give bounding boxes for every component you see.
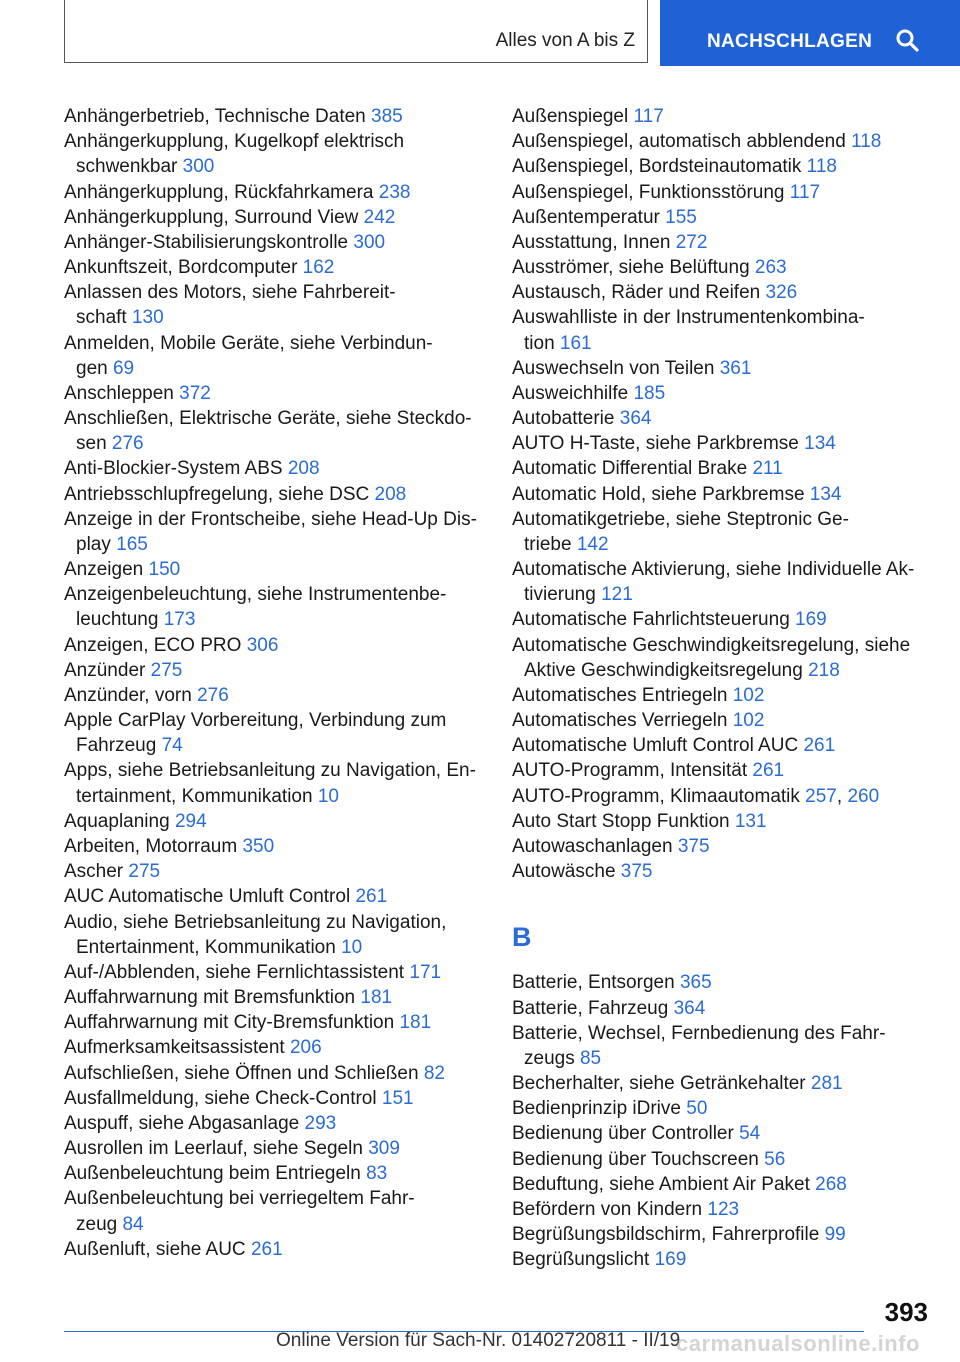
index-entry xyxy=(512,1121,932,1146)
index-entry xyxy=(64,1161,484,1186)
index-entry xyxy=(512,1071,932,1096)
index-entry-term: Anschleppen xyxy=(64,382,174,404)
index-entry-term: Bedienprinzip iDrive xyxy=(512,1098,681,1120)
index-entry-term: Anzeigen xyxy=(64,559,144,581)
index-entry-term: Außenbeleuchtung bei verriegeltem Fahr- zeug xyxy=(64,1188,415,1235)
index-entry xyxy=(64,331,484,381)
index-entry xyxy=(64,1186,484,1236)
page-reference-link[interactable]: 268 xyxy=(815,1173,847,1195)
index-entry-term: Anzeigen, ECO PRO xyxy=(64,634,242,656)
index-entry xyxy=(64,683,484,708)
index-entry xyxy=(64,1061,484,1086)
index-entry xyxy=(512,305,932,355)
index-entry-term: Anlassen des Motors, siehe Fahrbereit- schaft xyxy=(64,282,396,329)
page-reference-link[interactable]: 364 xyxy=(673,997,706,1019)
page-reference-link[interactable]: 161 xyxy=(559,332,592,354)
index-entry-term: Automatische Aktivierung, siehe Individuelle Ak- tivierung xyxy=(512,559,915,606)
index-entry-term: Auto Start Stopp Funktion xyxy=(512,810,730,832)
index-entry-term: Außentemperatur xyxy=(512,206,660,228)
page-reference-link[interactable]: 84 xyxy=(122,1213,144,1235)
nav-label: NACHSCHLAGEN xyxy=(707,31,873,52)
index-entry xyxy=(512,482,932,507)
watermark: carmanualsonline.info xyxy=(676,1331,920,1356)
page-reference-link[interactable]: 165 xyxy=(116,533,148,555)
page-reference-link[interactable]: 169 xyxy=(654,1249,687,1271)
page-reference-link[interactable]: 361 xyxy=(719,357,752,379)
index-entry xyxy=(64,1035,484,1060)
index-entry-term: Anmelden, Mobile Geräte, siehe Verbindun- gen xyxy=(64,332,433,379)
page-reference-link[interactable]: 375 xyxy=(620,861,653,883)
page-reference-link[interactable]: 162 xyxy=(302,257,335,279)
index-entry xyxy=(64,633,484,658)
index-column-right xyxy=(512,104,932,1272)
index-letter-heading: B xyxy=(512,922,532,953)
index-entry xyxy=(64,1136,484,1161)
index-entry xyxy=(512,1172,932,1197)
page-reference-link[interactable]: 117 xyxy=(633,106,664,127)
index-entry-term: Ausfallmeldung, siehe Check-Control xyxy=(64,1087,377,1109)
page-reference-link[interactable]: 272 xyxy=(675,231,708,253)
page-reference-link[interactable]: 56 xyxy=(764,1148,786,1170)
index-entry-term: Auspuff, siehe Abgasanlage xyxy=(64,1112,300,1134)
index-entry xyxy=(512,255,932,280)
nachschlagen-nav-button[interactable] xyxy=(660,0,960,66)
page-reference-link[interactable]: 181 xyxy=(399,1012,432,1034)
index-entry-term: Autowäsche xyxy=(512,861,616,883)
page-reference-link[interactable]: 121 xyxy=(601,584,633,606)
index-entry xyxy=(512,154,932,179)
index-entry-term: AUTO-Programm, Intensität xyxy=(512,760,748,782)
index-entry xyxy=(512,356,932,381)
page-reference-link[interactable]: 10 xyxy=(317,785,339,807)
index-entry-term: Apple CarPlay Vorbereitung, Verbindung zum Fahrzeug xyxy=(64,710,447,757)
index-entry xyxy=(512,1147,932,1172)
index-entry xyxy=(64,482,484,507)
page-reference-link[interactable]: 74 xyxy=(161,735,183,757)
index-entry xyxy=(64,1237,484,1262)
page-reference-link[interactable]: 275 xyxy=(128,861,161,883)
index-entry xyxy=(64,381,484,406)
index-entry-term: Auswahlliste in der Instrumentenkombina- tion xyxy=(512,307,865,354)
page-reference-link[interactable]: 218 xyxy=(808,659,840,681)
index-entry-term: Befördern von Kindern xyxy=(512,1198,703,1220)
index-entry-term: Außenspiegel, Funktionsstörung xyxy=(512,181,785,203)
index-entry-term: Bedienung über Touchscreen xyxy=(512,1148,759,1170)
index-entry xyxy=(64,180,484,205)
index-entry xyxy=(64,859,484,884)
index-entry xyxy=(512,205,932,230)
page-reference-link[interactable]: 242 xyxy=(363,206,396,228)
index-entry-term: Aquaplaning xyxy=(64,810,170,832)
page-reference-link[interactable]: 102 xyxy=(732,710,765,732)
page-reference-link[interactable]: 69 xyxy=(112,357,135,379)
index-entry xyxy=(512,607,932,632)
index-entry xyxy=(512,129,932,154)
index-entry-term: AUTO-Programm, Klimaautomatik xyxy=(512,785,800,807)
index-entry-term: Außenluft, siehe AUC xyxy=(64,1238,246,1260)
index-entry-term: Anzeigenbeleuchtung, siehe Instrumentenbe- leuchtung xyxy=(64,584,447,631)
page-reference-link[interactable]: 364 xyxy=(619,408,652,430)
index-entry-term: Anhängerbetrieb, Technische Daten xyxy=(64,106,366,127)
index-entry-term: Automatikgetriebe, siehe Steptronic Ge- triebe xyxy=(512,508,849,555)
page-reference-link[interactable]: 10 xyxy=(341,936,363,958)
index-entry xyxy=(64,129,484,179)
page-reference-link[interactable]: 263 xyxy=(754,257,787,279)
page-reference-link[interactable]: 260 xyxy=(847,785,880,807)
index-entry-term: Antriebsschlupfregelung, siehe DSC xyxy=(64,483,370,505)
index-entry-term: Auffahrwarnung mit City-Bremsfunktion xyxy=(64,1012,395,1034)
index-entry xyxy=(64,406,484,456)
page-reference-link[interactable]: 275 xyxy=(150,659,183,681)
index-entry-term: Auf-/Abblenden, siehe Fernlichtassistent xyxy=(64,961,405,983)
index-entry xyxy=(64,582,484,632)
index-entry-term: Autobatterie xyxy=(512,408,615,430)
index-entry xyxy=(64,1111,484,1136)
index-entry-term: Anschließen, Elektrische Geräte, siehe Steckdo- sen xyxy=(64,408,472,455)
page-reference-link[interactable]: 385 xyxy=(371,106,403,127)
index-entry-term: Ankunftszeit, Bordcomputer xyxy=(64,257,298,279)
index-entry xyxy=(64,985,484,1010)
index-entry-term: Aufschließen, siehe Öffnen und Schließen xyxy=(64,1062,419,1084)
page-reference-link[interactable]: 211 xyxy=(752,458,783,480)
index-entry-term: Außenspiegel xyxy=(512,106,629,127)
index-entry xyxy=(512,406,932,431)
index-entry-term: Ausstattung, Innen xyxy=(512,231,671,253)
index-entry xyxy=(64,255,484,280)
index-entry xyxy=(512,557,932,607)
index-entry-term: Begrüßungsbildschirm, Fahrerprofile xyxy=(512,1224,820,1246)
page-reference-link[interactable]: 118 xyxy=(851,131,882,153)
page-reference-link[interactable]: 294 xyxy=(174,810,207,832)
index-column-left xyxy=(64,104,484,1262)
page-reference-link[interactable]: 309 xyxy=(368,1138,400,1160)
index-entry xyxy=(512,683,932,708)
index-entry xyxy=(512,104,932,129)
index-entry xyxy=(64,758,484,808)
index-entry: AUTO-Programm, Klimaautomatik 257, 260 xyxy=(512,785,880,807)
index-entry xyxy=(512,381,932,406)
index-entry-term: Anzünder, vorn xyxy=(64,684,192,706)
index-entry xyxy=(64,104,484,129)
page-reference-link[interactable]: 142 xyxy=(576,533,609,555)
page-reference-link[interactable]: 155 xyxy=(665,206,697,228)
index-entry-term: Aufmerksamkeitsassistent xyxy=(64,1037,285,1059)
index-entry xyxy=(64,1086,484,1111)
page-reference-link[interactable]: 281 xyxy=(810,1073,843,1095)
index-entry-term: Autowaschanlagen xyxy=(512,835,673,857)
page-reference-link[interactable]: 131 xyxy=(734,810,767,832)
index-entry xyxy=(512,970,932,995)
index-entry-term: Anzünder xyxy=(64,659,146,681)
index-entry-term: AUTO H-Taste, siehe Parkbremse xyxy=(512,433,799,455)
index-entry xyxy=(512,1096,932,1121)
page-reference-link[interactable]: 306 xyxy=(246,634,279,656)
page-reference-link[interactable]: 85 xyxy=(579,1047,602,1069)
search-icon xyxy=(895,28,919,52)
index-entry-term: Batterie, Wechsel, Fernbedienung des Fahr- zeugs xyxy=(512,1022,886,1069)
index-entry-term: Anhängerkupplung, Rückfahrkamera xyxy=(64,181,374,203)
section-title: Alles von A bis Z xyxy=(495,30,635,51)
index-entry-term: Anti-Blockier-System ABS xyxy=(64,458,283,480)
page-reference-link[interactable]: 206 xyxy=(289,1037,322,1059)
page-reference-link[interactable]: 99 xyxy=(824,1224,846,1246)
index-entry-term: Anhängerkupplung, Kugelkopf elektrisch schwenkbar xyxy=(64,131,405,178)
page-reference-link[interactable]: 150 xyxy=(148,559,181,581)
page-reference-link[interactable]: 300 xyxy=(182,156,215,178)
index-entry-term: Auswechseln von Teilen xyxy=(512,357,715,379)
page-reference-link[interactable]: 181 xyxy=(360,987,393,1009)
index-entry xyxy=(512,230,932,255)
page-reference-link[interactable]: 261 xyxy=(752,760,785,782)
index-entry-term: Automatische Geschwindigkeitsregelung, siehe Aktive Geschwindigkeitsregelung xyxy=(512,634,911,681)
page-reference-link[interactable]: 82 xyxy=(423,1062,445,1084)
page-reference-link[interactable]: 134 xyxy=(804,433,836,455)
index-entry xyxy=(64,884,484,909)
index-entry-term: Automatic Differential Brake xyxy=(512,458,748,480)
index-entry xyxy=(512,1247,932,1272)
index-entry-term: Automatische Umluft Control AUC xyxy=(512,735,799,757)
page-reference-link[interactable]: 173 xyxy=(163,609,196,631)
index-entry xyxy=(64,834,484,859)
index-entry xyxy=(64,910,484,960)
page-reference-link[interactable]: 261 xyxy=(250,1238,283,1260)
page-reference-link[interactable]: 134 xyxy=(809,483,842,505)
index-entry-term: Begrüßungslicht xyxy=(512,1249,650,1271)
page-reference-link[interactable]: 171 xyxy=(409,961,442,983)
page-reference-link[interactable]: 169 xyxy=(795,609,827,631)
section-header xyxy=(64,0,648,63)
index-entry xyxy=(64,507,484,557)
index-entry-term: Außenbeleuchtung beim Entriegeln xyxy=(64,1163,361,1185)
page-reference-link[interactable]: 50 xyxy=(686,1098,708,1120)
index-entry-term: Außenspiegel, automatisch abblendend xyxy=(512,131,846,153)
index-entry xyxy=(512,180,932,205)
index-entry xyxy=(64,1010,484,1035)
page-reference-link[interactable]: 238 xyxy=(378,181,411,203)
index-entry xyxy=(64,658,484,683)
index-entry xyxy=(512,1197,932,1222)
page-reference-link[interactable]: 208 xyxy=(374,483,407,505)
index-entry xyxy=(64,230,484,255)
index-entry xyxy=(64,557,484,582)
index-entry xyxy=(512,733,932,758)
index-entry xyxy=(512,507,932,557)
index-entry xyxy=(512,280,932,305)
index-entry-term: Ausrollen im Leerlauf, siehe Segeln xyxy=(64,1138,363,1160)
index-entry-term: Anhänger-Stabilisierungskontrolle xyxy=(64,231,349,253)
index-entry-term: Ausströmer, siehe Belüftung xyxy=(512,257,750,279)
page-reference-link[interactable]: 151 xyxy=(381,1087,414,1109)
page-reference-link[interactable]: 118 xyxy=(806,156,837,178)
page-reference-link[interactable]: 130 xyxy=(131,307,164,329)
page-reference-link[interactable]: 117 xyxy=(789,181,821,203)
page-reference-link[interactable]: 350 xyxy=(242,835,275,857)
page-number: 393 xyxy=(884,1297,928,1327)
index-entry-term: Batterie, Entsorgen xyxy=(512,972,675,994)
index-entry-term: Automatisches Entriegeln xyxy=(512,684,728,706)
index-entry-term: Anhängerkupplung, Surround View xyxy=(64,206,359,228)
index-entry-term: Anzeige in der Frontscheibe, siehe Head-Up Dis- play xyxy=(64,508,477,555)
index-entry-term: Beduftung, siehe Ambient Air Paket xyxy=(512,1173,810,1195)
index-entry-term: AUC Automatische Umluft Control xyxy=(64,886,351,908)
page-reference-link[interactable]: 293 xyxy=(304,1112,337,1134)
page-reference-link[interactable]: 375 xyxy=(677,835,710,857)
index-entry-term: Audio, siehe Betriebsanleitung zu Navigation, Entertainment, Kommunikation xyxy=(64,911,447,958)
index-entry xyxy=(64,809,484,834)
page-reference-link[interactable]: 261 xyxy=(803,735,836,757)
index-entry-term: Austausch, Räder und Reifen xyxy=(512,282,761,304)
index-entry xyxy=(64,708,484,758)
index-entry-term: Ausweichhilfe xyxy=(512,382,629,404)
page-reference-link[interactable]: 257 xyxy=(805,785,837,807)
page-reference-link[interactable]: 123 xyxy=(707,1198,740,1220)
page-reference-link[interactable]: 276 xyxy=(111,433,144,455)
index-entry xyxy=(512,708,932,733)
index-entry xyxy=(64,456,484,481)
index-entry-term: Apps, siehe Betriebsanleitung zu Navigation, En- tertainment, Kommunikation xyxy=(64,760,476,807)
index-entry xyxy=(512,834,932,859)
page-reference-link[interactable]: 372 xyxy=(179,382,211,404)
index-entry xyxy=(512,456,932,481)
index-entry-term: Auffahrwarnung mit Bremsfunktion xyxy=(64,987,356,1009)
index-entry-term: Bedienung über Controller xyxy=(512,1123,734,1145)
index-entry xyxy=(512,1222,932,1247)
index-entry-term: Ascher xyxy=(64,861,124,883)
index-entry xyxy=(512,809,932,834)
index-entry-term: Batterie, Fahrzeug xyxy=(512,997,669,1019)
page-reference-link[interactable]: 326 xyxy=(765,282,798,304)
index-entry-term: Automatic Hold, siehe Parkbremse xyxy=(512,483,805,505)
index-entry-term: Automatische Fahrlichtsteuerung xyxy=(512,609,790,631)
page-reference-link[interactable]: 365 xyxy=(679,972,712,994)
index-entry xyxy=(512,758,932,783)
index-entry xyxy=(512,1021,932,1071)
online-version-note: Online Version für Sach-Nr. 01402720811 - II/19 xyxy=(276,1330,681,1351)
page-reference-link[interactable]: 300 xyxy=(353,231,386,253)
index-entry xyxy=(512,431,932,456)
index-entry xyxy=(512,633,932,683)
page-reference-link[interactable]: 83 xyxy=(366,1163,388,1185)
page-reference-link[interactable]: 208 xyxy=(287,458,320,480)
index-entry-term: Arbeiten, Motorraum xyxy=(64,835,238,857)
index-entry xyxy=(64,280,484,330)
page-reference-link[interactable]: 102 xyxy=(732,684,765,706)
index-entry xyxy=(512,859,932,884)
page-reference-link[interactable]: 185 xyxy=(633,382,666,404)
page-reference-link[interactable]: 276 xyxy=(197,684,229,706)
index-entry-term: Automatisches Verriegeln xyxy=(512,710,728,732)
index-entry xyxy=(512,996,932,1021)
index-entry xyxy=(64,205,484,230)
page-reference-link[interactable]: 261 xyxy=(355,886,388,908)
page-reference-link[interactable]: 54 xyxy=(739,1123,761,1145)
index-entry-term: Becherhalter, siehe Getränkehalter xyxy=(512,1073,806,1095)
index-entry xyxy=(64,960,484,985)
index-entry-term: Außenspiegel, Bordsteinautomatik xyxy=(512,156,802,178)
